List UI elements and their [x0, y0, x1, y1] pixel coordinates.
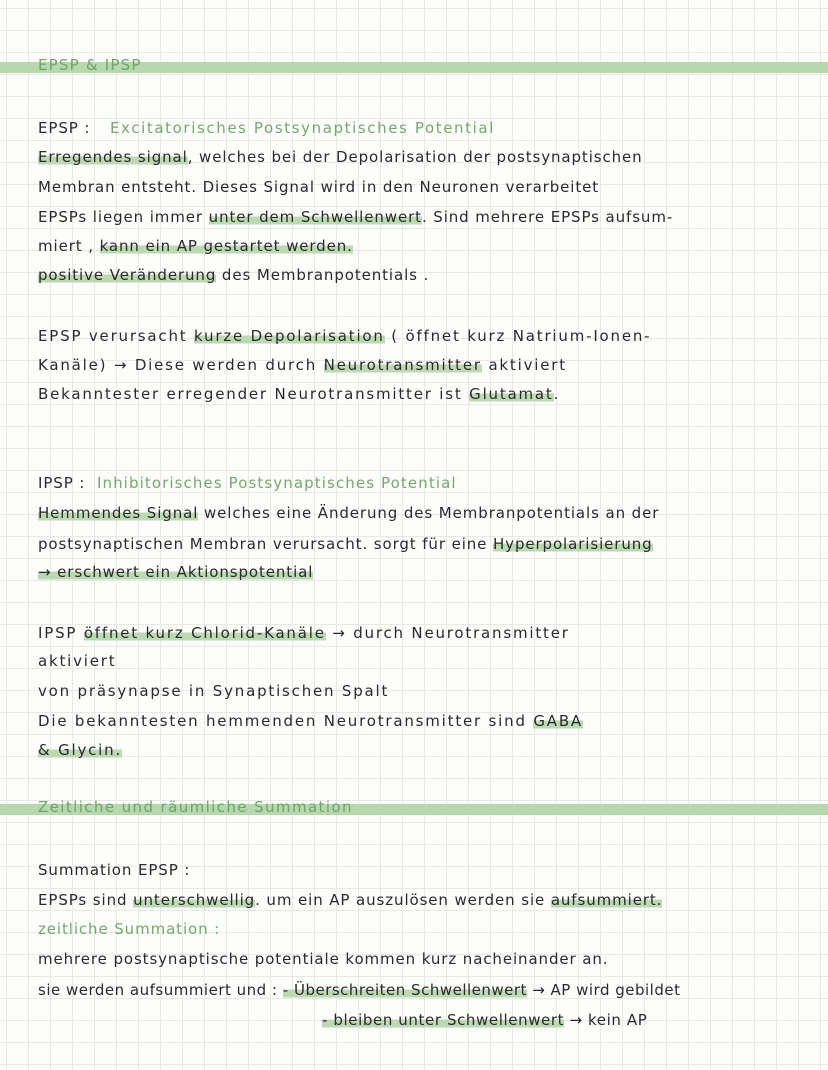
epsp-text-line: [38, 384, 560, 404]
text: EPSP verursacht: [38, 327, 195, 345]
highlight: Neurotransmitter: [323, 356, 482, 374]
epsp-label: EPSP :: [38, 119, 91, 137]
epsp-text-line: [38, 177, 599, 197]
text: . Sind mehrere EPSPs aufsum-: [421, 208, 674, 226]
text: welches eine Änderung des Membranpotentials an der: [198, 504, 660, 522]
text: Membran entsteht. Dieses Signal wird in den Neuronen verarbeitet: [38, 178, 600, 196]
highlight: kurze Depolarisation: [194, 327, 385, 345]
summation-text-line: [38, 980, 680, 1000]
text: . um ein AP auszulösen werden sie: [255, 891, 551, 909]
epsp-text-line: [38, 147, 643, 167]
summation-heading: [38, 860, 190, 880]
summation-text-line: [322, 1010, 647, 1030]
text: → AP wird gebildet: [526, 981, 681, 999]
text: ( öffnet kurz Natrium-Ionen-: [384, 327, 652, 345]
ipsp-text-line: [38, 740, 122, 760]
text: aktiviert: [481, 356, 567, 374]
text: EPSPs sind: [38, 891, 134, 909]
text: zeitliche Summation :: [38, 920, 221, 938]
text: sie werden aufsummiert und :: [38, 981, 283, 999]
highlight: & Glycin.: [38, 741, 123, 759]
text: Kanäle) → Diese werden durch: [38, 356, 324, 374]
highlight: Hemmendes Signal: [38, 504, 199, 522]
summation-text-line: [38, 949, 608, 969]
highlight: Glutamat: [469, 385, 554, 403]
ipsp-label: IPSP :: [38, 474, 86, 492]
highlight: unterschwellig: [133, 891, 256, 909]
text: → durch Neurotransmitter: [325, 624, 570, 642]
text: des Membranpotentials .: [216, 266, 430, 284]
highlight: GABA: [533, 712, 583, 730]
text: mehrere postsynaptische potentiale kommen kurz nacheinander an.: [38, 950, 609, 968]
text: .: [553, 385, 561, 403]
epsp-text-line: [38, 265, 429, 285]
summation-text-line: [38, 890, 662, 910]
highlight: positive Veränderung: [38, 266, 217, 284]
highlight: → erschwert ein Aktionspotential: [38, 563, 314, 581]
ipsp-text-line: [38, 534, 653, 554]
ipsp-text-line: [38, 651, 116, 671]
highlight: öffnet kurz Chlorid-Kanäle: [83, 624, 326, 642]
epsp-text-line: [38, 326, 651, 346]
ipsp-heading: [38, 473, 457, 493]
ipsp-text-line: [38, 711, 583, 731]
text: von präsynapse in Synaptischen Spalt: [38, 682, 390, 700]
highlight: unter dem Schwellenwert: [208, 208, 422, 226]
highlight: - Überschreiten Schwellenwert: [282, 981, 527, 999]
ipsp-text-line: [38, 562, 313, 582]
highlight: Hyperpolarisierung: [492, 535, 653, 553]
epsp-heading: [38, 118, 495, 138]
text: , welches bei der Depolarisation der postsynaptischen: [187, 148, 643, 166]
ipsp-text-line: [38, 623, 570, 643]
text: EPSPs liegen immer: [38, 208, 209, 226]
highlight: - bleiben unter Schwellenwert: [322, 1011, 565, 1029]
highlight: aufsummiert.: [550, 891, 663, 909]
text: Summation EPSP :: [38, 861, 191, 879]
epsp-full-name: Excitatorisches Postsynaptisches Potential: [109, 119, 495, 137]
text: Die bekanntesten hemmenden Neurotransmitter sind: [38, 712, 534, 730]
text: postsynaptischen Membran verursacht. sorgt für eine: [38, 535, 493, 553]
section-title: Zeitliche und räumliche Summation: [38, 798, 353, 816]
text: miert ,: [38, 237, 100, 255]
text: aktiviert: [38, 652, 117, 670]
ipsp-text-line: [38, 503, 659, 523]
section-title: EPSP & IPSP: [38, 56, 142, 74]
highlight: kann ein AP gestartet werden.: [99, 237, 353, 255]
ipsp-full-name: Inhibitorisches Postsynaptisches Potential: [96, 474, 457, 492]
ipsp-text-line: [38, 681, 389, 701]
zeitliche-summation-label: [38, 919, 220, 939]
highlight: Erregendes signal: [38, 148, 188, 166]
epsp-text-line: [38, 207, 673, 227]
text: IPSP: [38, 624, 84, 642]
text: → kein AP: [564, 1011, 648, 1029]
text: Bekanntester erregender Neurotransmitter ist: [38, 385, 470, 403]
epsp-text-line: [38, 355, 567, 375]
epsp-text-line: [38, 236, 353, 256]
